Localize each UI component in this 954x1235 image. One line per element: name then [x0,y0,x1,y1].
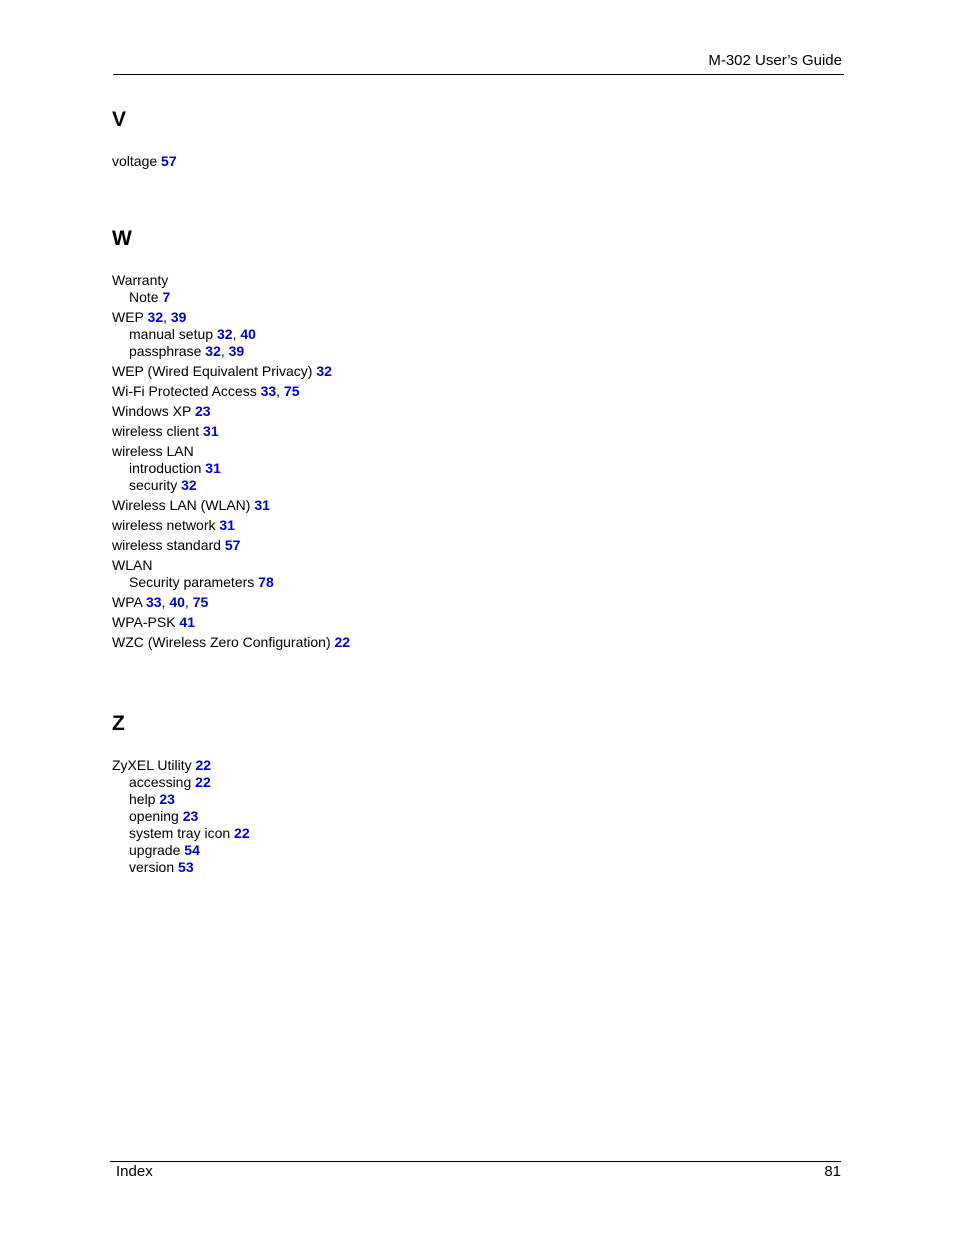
index-section-w [112,227,812,654]
index-term: WPA [112,594,143,610]
page-separator: , [276,383,284,399]
index-entry [112,443,812,494]
page-reference-link[interactable]: 23 [159,791,175,807]
index-entry [112,423,812,440]
index-section-v [112,108,812,173]
index-term: wireless network [112,517,216,533]
page-reference-link[interactable]: 32 [147,309,164,325]
page-reference-link[interactable]: 22 [195,757,212,773]
page-reference-link[interactable]: 32 [181,477,197,493]
index-entry-line [112,423,812,440]
index-entry-line [112,517,812,534]
page-reference-link[interactable]: 75 [192,594,209,610]
index-entry-line [112,153,812,170]
index-entry-line [112,363,812,380]
index-subentry [112,326,812,343]
index-entry-line [112,557,812,574]
page-reference-link[interactable]: 7 [162,289,171,305]
page-header [113,50,844,75]
page-reference-link[interactable]: 22 [334,634,351,650]
index-entry-line [112,309,812,326]
index-entry [112,614,812,631]
page-reference-link[interactable]: 31 [205,460,221,476]
index-term: WPA-PSK [112,614,176,630]
index-entry [112,153,812,170]
page-reference-link[interactable]: 54 [184,842,200,858]
index-section-z [112,712,812,879]
index-entry [112,537,812,554]
index-term: introduction [129,460,202,476]
index-subentry [112,343,812,360]
index-term: help [129,791,156,807]
index-term: Note [129,289,159,305]
index-entries [112,153,812,170]
page-separator: , [220,343,229,359]
index-term: accessing [129,774,192,790]
page-reference-link[interactable]: 31 [219,517,235,533]
index-term: WEP (Wired Equivalent Privacy) [112,363,313,379]
index-entry [112,309,812,360]
page-reference-link[interactable]: 39 [170,309,187,325]
page-reference-link[interactable]: 75 [283,383,300,399]
index-entry-line [112,634,812,651]
index-term: wireless LAN [112,443,194,459]
section-letter: Z [112,712,125,735]
page-reference-link[interactable]: 33 [145,594,162,610]
page-footer [110,1161,841,1186]
footer-page-number: 81 [824,1163,841,1180]
index-subentry [112,808,812,825]
index-entry-line [112,757,812,774]
index-entry [112,557,812,591]
index-entry-line [112,383,812,400]
index-entry-line [112,272,812,289]
index-subentry [112,477,812,494]
page-reference-link[interactable]: 23 [182,808,199,824]
index-term: wireless client [112,423,200,439]
index-entries [112,757,812,876]
index-entry-line [112,497,812,514]
page-reference-link[interactable]: 23 [195,403,211,419]
index-entry [112,272,812,306]
index-subentry [112,289,812,306]
index-entry [112,383,812,400]
index-entry [112,497,812,514]
index-subentry [112,460,812,477]
index-term: Security parameters [129,574,255,590]
page-reference-link[interactable]: 53 [178,859,194,875]
index-term: security [129,477,178,493]
page-reference-link[interactable]: 32 [316,363,332,379]
index-entries [112,272,812,651]
page-reference-link[interactable]: 33 [260,383,277,399]
page-reference-link[interactable]: 32 [205,343,221,359]
index-subentry [112,859,812,876]
index-term: WLAN [112,557,153,573]
index-term: Warranty [112,272,169,288]
index-term: upgrade [129,842,181,858]
page-reference-link[interactable]: 31 [254,497,270,513]
index-entry-line [112,614,812,631]
page-separator: , [161,594,170,610]
index-term: manual setup [129,326,214,342]
index-subentry [112,574,812,591]
index-entry [112,517,812,534]
page-reference-link[interactable]: 40 [240,326,256,342]
index-subentry [112,842,812,859]
page-separator: , [184,594,193,610]
page-reference-link[interactable]: 22 [195,774,211,790]
footer-section-name: Index [116,1163,153,1180]
index-term: wireless standard [112,537,221,553]
index-entry-line [112,594,812,611]
section-letter: V [112,108,127,131]
index-entry [112,363,812,380]
index-term: system tray icon [129,825,231,841]
page-reference-link[interactable]: 22 [234,825,250,841]
index-term: voltage [112,153,158,169]
index-entry-line [112,537,812,554]
page-reference-link[interactable]: 41 [179,614,195,630]
page-reference-link[interactable]: 32 [216,326,233,342]
index-term: Wi-Fi Protected Access [112,383,257,399]
index-entry [112,634,812,651]
index-entry [112,757,812,876]
page-reference-link[interactable]: 31 [203,423,219,439]
index-subentry [112,825,812,842]
index-term: opening [129,808,179,824]
page-reference-link[interactable]: 40 [169,594,185,610]
document-title: M-302 User’s Guide [708,52,842,69]
index-term: passphrase [129,343,202,359]
index-term: ZyXEL Utility [112,757,192,773]
index-term: Windows XP [112,403,192,419]
section-letter: W [112,227,132,250]
page-reference-link[interactable]: 39 [228,343,245,359]
page-separator: , [232,326,241,342]
index-term: Wireless LAN (WLAN) [112,497,251,513]
page-separator: , [163,309,171,325]
page-reference-link[interactable]: 57 [224,537,241,553]
index-term: WZC (Wireless Zero Configuration) [112,634,331,650]
index-term: version [129,859,175,875]
page-reference-link[interactable]: 57 [161,153,177,169]
index-entry-line [112,403,812,420]
index-term: WEP [112,309,144,325]
index-entry [112,594,812,611]
page-reference-link[interactable]: 78 [258,574,274,590]
index-entry [112,403,812,420]
index-subentry [112,791,812,808]
index-entry-line [112,443,812,460]
index-subentry [112,774,812,791]
